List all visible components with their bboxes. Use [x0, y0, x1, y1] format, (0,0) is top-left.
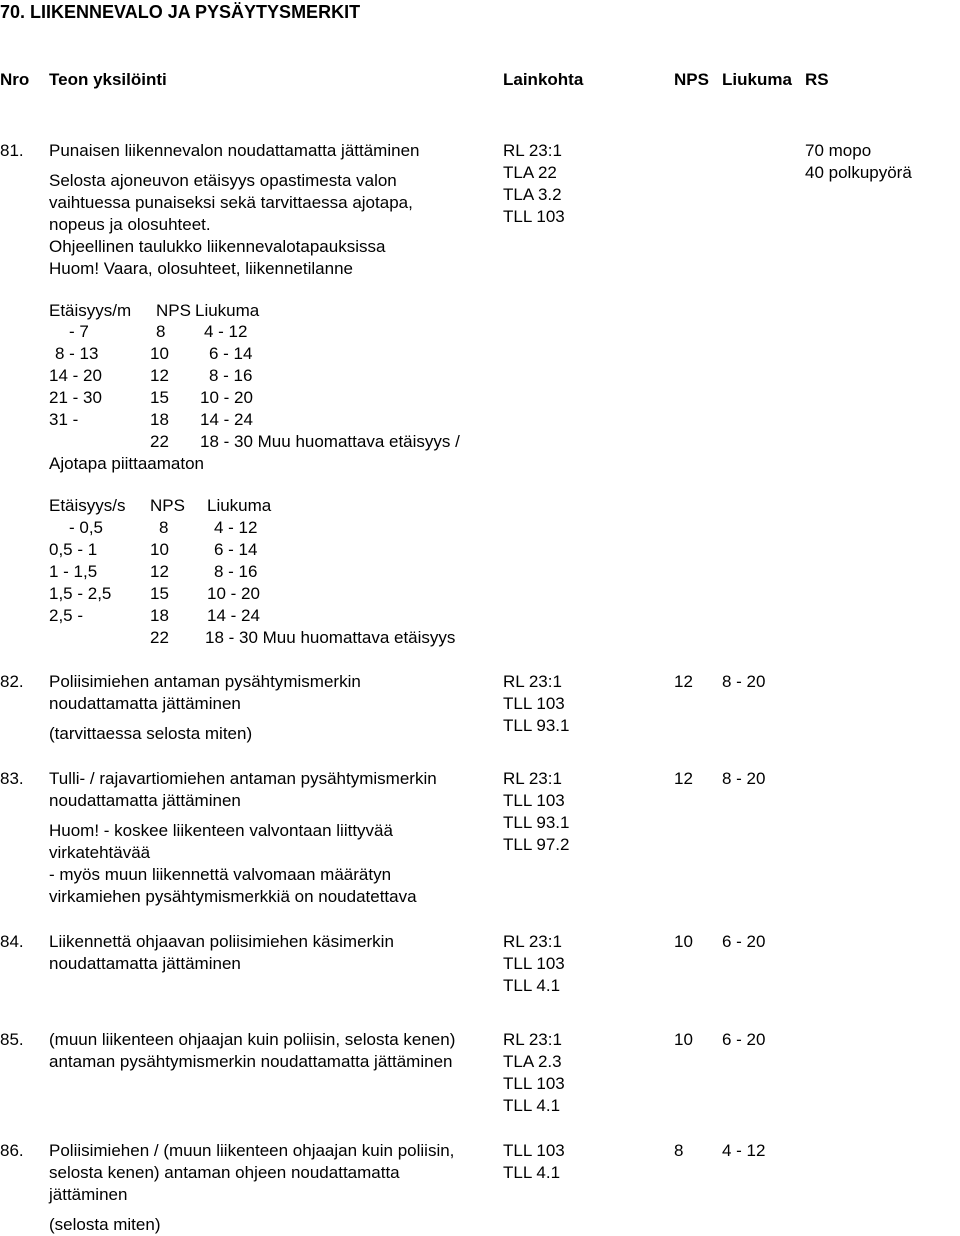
table-s-nps: 8	[159, 518, 169, 537]
item-83-line: Tulli- / rajavartiomiehen antaman pysähtymismerkin	[49, 769, 437, 788]
table-s-nps: 18	[150, 606, 169, 625]
rs-value: 70 mopo	[805, 141, 872, 160]
table-m-liukuma: 8 - 16	[209, 366, 253, 385]
item-82-number: 82.	[0, 672, 24, 691]
table-m-nps: 10	[150, 344, 169, 363]
item-84-nps: 10	[674, 932, 693, 951]
lainkohta-ref: TLL 103	[503, 954, 565, 973]
item-85-nps: 10	[674, 1030, 693, 1049]
item-85-number: 85.	[0, 1030, 24, 1049]
table-m-nps: 8	[156, 322, 166, 341]
item-86-line: Poliisimiehen / (muun liikenteen ohjaajan kuin poliisin,	[49, 1141, 455, 1160]
lainkohta-ref: RL 23:1	[503, 1030, 562, 1049]
page-title: 70. LIIKENNEVALO JA PYSÄYTYSMERKIT	[0, 2, 361, 22]
item-81-title: Punaisen liikennevalon noudattamatta jättäminen	[49, 141, 420, 160]
item-84-lainkohta	[503, 931, 565, 997]
lainkohta-ref: TLL 103	[503, 1141, 565, 1160]
table-m-trailing-text: Ajotapa piittaamaton	[49, 454, 204, 473]
table-m-header-liukuma: Liukuma	[195, 301, 260, 320]
item-83-line: - myös muun liikennettä valvomaan määrätyn	[49, 865, 392, 884]
lainkohta-ref: TLL 97.2	[503, 835, 570, 854]
table-m-nps: 15	[150, 388, 169, 407]
item-82-text	[49, 671, 361, 745]
item-86-text	[49, 1140, 454, 1236]
table-s-header-nps: NPS	[150, 496, 185, 515]
table-s-last-row-text: 18 - 30 Muu huomattava etäisyys	[205, 628, 456, 647]
lainkohta-ref: RL 23:1	[503, 932, 562, 951]
table-s-distance: 1 - 1,5	[49, 562, 98, 581]
lainkohta-ref: TLL 103	[503, 1074, 565, 1093]
item-83-text	[49, 768, 437, 908]
lainkohta-ref: TLL 4.1	[503, 1163, 561, 1182]
table-s-distance: 1,5 - 2,5	[49, 584, 112, 603]
table-s-nps: 15	[150, 584, 169, 603]
table-m-distance: 31 -	[49, 410, 79, 429]
item-85-text	[49, 1029, 455, 1073]
item-85-lainkohta	[503, 1029, 565, 1117]
item-84-number: 84.	[0, 932, 24, 951]
table-m-nps: 18	[150, 410, 169, 429]
table-m-liukuma: 4 - 12	[204, 322, 248, 341]
lainkohta-ref: TLA 2.3	[503, 1052, 562, 1071]
item-86-line: jättäminen	[49, 1185, 128, 1204]
item-83-line: virkamiehen pysähtymismerkkiä on noudatettava	[49, 887, 417, 906]
header-teon-yksilointi: Teon yksilöinti	[49, 70, 167, 89]
item-83-nps: 12	[674, 769, 693, 788]
lainkohta-ref: TLA 22	[503, 163, 557, 182]
item-81-desc-line: vaihtuessa punaiseksi sekä tarvittaessa ajotapa,	[49, 193, 413, 212]
header-nps: NPS	[674, 70, 709, 89]
table-s-distance: 0,5 - 1	[49, 540, 98, 559]
header-liukuma: Liukuma	[722, 70, 792, 89]
table-m-distance: 21 - 30	[49, 388, 102, 407]
lainkohta-ref: TLL 93.1	[503, 813, 570, 832]
lainkohta-ref: TLL 103	[503, 791, 565, 810]
item-81-desc-line: nopeus ja olosuhteet.	[49, 215, 211, 234]
table-s-liukuma: 6 - 14	[214, 540, 258, 559]
item-86-liukuma: 4 - 12	[722, 1141, 766, 1160]
item-83-line: noudattamatta jättäminen	[49, 791, 241, 810]
item-86-nps: 8	[674, 1141, 684, 1160]
item-86-number: 86.	[0, 1141, 24, 1160]
item-84-line: noudattamatta jättäminen	[49, 954, 241, 973]
item-83-line: Huom! - koskee liikenteen valvontaan liittyvää	[49, 821, 393, 840]
table-m-distance: 8 - 13	[55, 344, 99, 363]
table-m-nps: 12	[150, 366, 169, 385]
item-81-rs	[805, 140, 912, 184]
table-s-liukuma: 8 - 16	[214, 562, 258, 581]
lainkohta-ref: RL 23:1	[503, 769, 562, 788]
table-s-distance: - 0,5	[69, 518, 104, 537]
item-83-lainkohta	[503, 768, 569, 856]
table-s-liukuma: 10 - 20	[207, 584, 260, 603]
lainkohta-ref: RL 23:1	[503, 141, 562, 160]
item-83-number: 83.	[0, 769, 24, 788]
item-86-line: selosta kenen) antaman ohjeen noudattamatta	[49, 1163, 400, 1182]
item-81-description	[49, 170, 413, 280]
table-s-nps: 12	[150, 562, 169, 581]
rs-value: 40 polkupyörä	[805, 163, 912, 182]
item-81-lainkohta	[503, 140, 565, 228]
item-83-line: virkatehtävää	[49, 843, 151, 862]
table-m-last-row-text: 18 - 30 Muu huomattava etäisyys /	[200, 432, 460, 451]
item-85-line: antaman pysähtymismerkin noudattamatta jättäminen	[49, 1052, 453, 1071]
item-86-line: (selosta miten)	[49, 1215, 161, 1234]
lainkohta-ref: TLL 4.1	[503, 976, 561, 995]
header-rs: RS	[805, 70, 829, 89]
item-82-line: noudattamatta jättäminen	[49, 694, 241, 713]
item-81-desc-line: Huom! Vaara, olosuhteet, liikennetilanne	[49, 259, 353, 278]
header-nro: Nro	[0, 70, 30, 89]
table-m-header-distance: Etäisyys/m	[49, 301, 132, 320]
item-82-nps: 12	[674, 672, 693, 691]
item-83-liukuma: 8 - 20	[722, 769, 766, 788]
table-s-header-distance: Etäisyys/s	[49, 496, 126, 515]
table-s-header-liukuma: Liukuma	[207, 496, 272, 515]
table-s-liukuma: 14 - 24	[207, 606, 260, 625]
item-82-liukuma: 8 - 20	[722, 672, 766, 691]
lainkohta-ref: TLL 103	[503, 207, 565, 226]
lainkohta-ref: TLL 4.1	[503, 1096, 561, 1115]
lainkohta-ref: TLA 3.2	[503, 185, 562, 204]
item-82-line: Poliisimiehen antaman pysähtymismerkin	[49, 672, 361, 691]
item-86-lainkohta	[503, 1140, 565, 1184]
lainkohta-ref: RL 23:1	[503, 672, 562, 691]
header-lainkohta: Lainkohta	[503, 70, 584, 89]
item-82-line: (tarvittaessa selosta miten)	[49, 724, 253, 743]
item-85-liukuma: 6 - 20	[722, 1030, 766, 1049]
item-81-desc-line: Ohjeellinen taulukko liikennevalotapauksissa	[49, 237, 386, 256]
item-85-line: (muun liikenteen ohjaajan kuin poliisin, selosta kenen)	[49, 1030, 456, 1049]
table-m-nps: 22	[150, 432, 169, 451]
item-84-text	[49, 931, 394, 975]
item-81-desc-line: Selosta ajoneuvon etäisyys opastimesta valon	[49, 171, 397, 190]
table-m-distance: - 7	[69, 322, 89, 341]
table-m-liukuma: 14 - 24	[200, 410, 253, 429]
item-84-liukuma: 6 - 20	[722, 932, 766, 951]
item-81-number: 81.	[0, 141, 24, 160]
table-s-liukuma: 4 - 12	[214, 518, 258, 537]
table-s-nps: 22	[150, 628, 169, 647]
lainkohta-ref: TLL 93.1	[503, 716, 570, 735]
table-m-distance: 14 - 20	[49, 366, 102, 385]
item-84-line: Liikennettä ohjaavan poliisimiehen käsimerkin	[49, 932, 394, 951]
table-m-liukuma: 6 - 14	[209, 344, 253, 363]
table-m-header-nps: NPS	[156, 301, 191, 320]
item-82-lainkohta	[503, 671, 569, 737]
table-s-distance: 2,5 -	[49, 606, 84, 625]
lainkohta-ref: TLL 103	[503, 694, 565, 713]
table-m-liukuma: 10 - 20	[200, 388, 253, 407]
table-s-nps: 10	[150, 540, 169, 559]
